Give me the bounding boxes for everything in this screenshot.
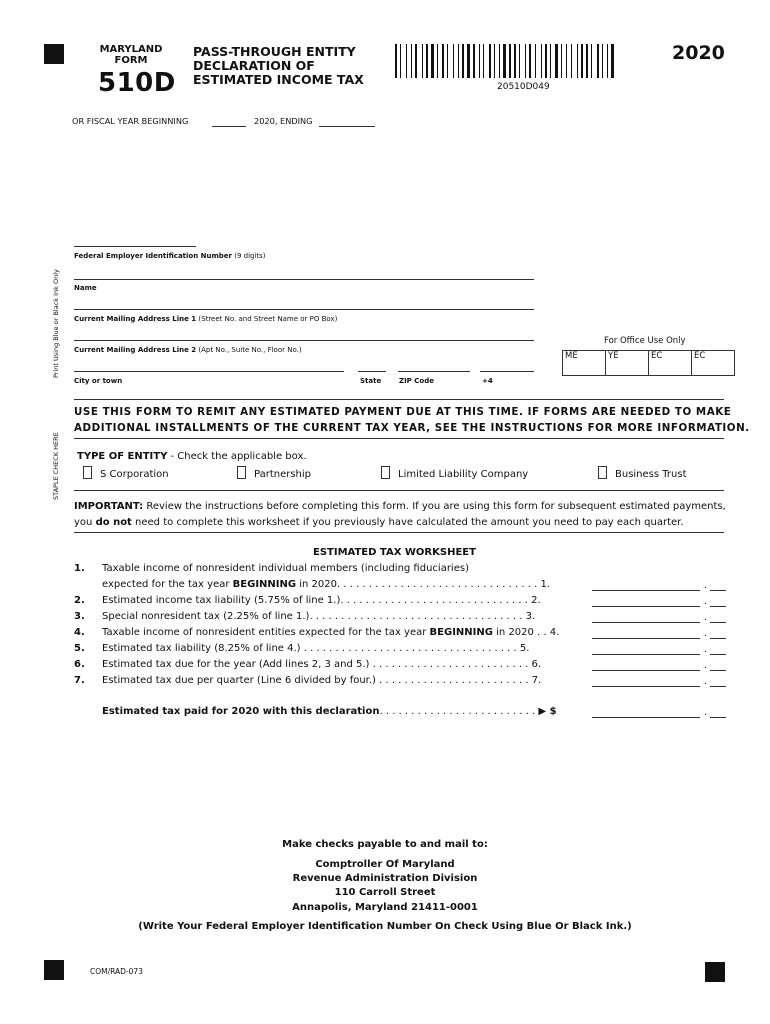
notice-bottom-rule bbox=[74, 438, 724, 439]
barcode-text: 20510D049 bbox=[497, 82, 550, 92]
form-number: 510D bbox=[98, 68, 176, 98]
office-use-title: For Office Use Only bbox=[604, 336, 686, 346]
form-word: FORM bbox=[114, 55, 148, 66]
barcode-bar bbox=[561, 44, 562, 78]
s-corp-checkbox[interactable] bbox=[83, 466, 92, 479]
barcode-bar bbox=[521, 44, 524, 78]
barcode-bar bbox=[492, 44, 493, 78]
registration-mark-bottom-right bbox=[705, 962, 725, 982]
barcode-bar bbox=[411, 44, 412, 78]
barcode-bar bbox=[586, 44, 588, 78]
address-line2-label: Current Mailing Address Line 2 (Apt No., Suite No., Floor No.) bbox=[74, 346, 302, 354]
line5-amount-input[interactable] bbox=[592, 654, 700, 655]
barcode-bar bbox=[589, 44, 590, 78]
barcode-bar bbox=[571, 44, 572, 78]
worksheet-title: ESTIMATED TAX WORKSHEET bbox=[313, 547, 476, 558]
barcode-bar bbox=[563, 44, 565, 78]
line6-amount-input[interactable] bbox=[592, 670, 700, 671]
barcode-bar bbox=[543, 44, 544, 78]
important-note: IMPORTANT: Review the instructions before completing this form. If you are using this form for subsequent estimated payments, you do not need to complete this worksheet if you previously have calculated the amount you need to pay each quarter. bbox=[74, 501, 726, 528]
barcode-bar bbox=[424, 44, 425, 78]
name-label: Name bbox=[74, 284, 97, 292]
barcode-bar bbox=[418, 44, 421, 78]
total-arrow-icon: ▶ $ bbox=[538, 706, 557, 717]
barcode-bar bbox=[479, 44, 480, 78]
barcode-bar bbox=[584, 44, 585, 78]
barcode-bar bbox=[550, 44, 551, 78]
state-label-field: State bbox=[360, 377, 382, 385]
worksheet-line-2: 2. Estimated income tax liability (5.75% of line 1.). . . . . . . . . . . . . . . . . . . . . . . . . . . . . . 2. . bbox=[74, 595, 724, 611]
barcode-bar bbox=[455, 44, 457, 78]
barcode-bar bbox=[512, 44, 513, 78]
partnership-checkbox[interactable] bbox=[237, 466, 246, 479]
city-input[interactable] bbox=[74, 371, 344, 372]
form-code: COM/RAD-073 bbox=[90, 967, 143, 976]
worksheet-total: Estimated tax paid for 2020 with this declaration. . . . . . . . . . . . . . . . . . . . . . . . . ▶ $ . bbox=[74, 706, 724, 722]
line4-amount-input[interactable] bbox=[592, 638, 700, 639]
barcode-bar bbox=[541, 44, 542, 78]
barcode-bar bbox=[406, 44, 407, 78]
barcode-bar bbox=[611, 44, 614, 78]
barcode-bar bbox=[449, 44, 452, 78]
barcode-bar bbox=[573, 44, 576, 78]
barcode-bar bbox=[577, 44, 578, 78]
address-line1-input[interactable] bbox=[74, 309, 534, 310]
barcode-bar bbox=[535, 44, 536, 78]
barcode-bar bbox=[426, 44, 428, 78]
office-cell-ye: YE bbox=[606, 351, 649, 376]
line3-amount-input[interactable] bbox=[592, 622, 700, 623]
barcode-bar bbox=[413, 44, 414, 78]
barcode-bar bbox=[555, 44, 558, 78]
office-use-table bbox=[562, 350, 735, 376]
barcode-bar bbox=[422, 44, 423, 78]
barcode-bar bbox=[496, 44, 498, 78]
barcode-bar bbox=[545, 44, 547, 78]
entity-bottom-rule bbox=[74, 490, 724, 491]
office-cell-me: ME bbox=[563, 351, 606, 376]
barcode-bar bbox=[499, 44, 500, 78]
address-line1-label: Current Mailing Address Line 1 (Street No. and Street Name or PO Box) bbox=[74, 315, 338, 323]
barcode-bar bbox=[398, 44, 399, 78]
zip-plus4-input[interactable] bbox=[480, 371, 534, 372]
line7-cents-input[interactable] bbox=[710, 686, 726, 687]
notice-top-rule bbox=[74, 399, 724, 400]
barcode-bar bbox=[600, 44, 601, 78]
barcode-bar bbox=[445, 44, 446, 78]
barcode-bar bbox=[437, 44, 438, 78]
barcode-bar bbox=[465, 44, 466, 78]
barcode-bar bbox=[529, 44, 531, 78]
mailing-line-2: Revenue Administration Division bbox=[292, 873, 478, 884]
business-trust-checkbox[interactable] bbox=[598, 466, 607, 479]
office-cell-ec1: EC bbox=[649, 351, 692, 376]
entity-type-heading: TYPE OF ENTITY - Check the applicable box. bbox=[77, 451, 307, 462]
barcode-bar bbox=[442, 44, 444, 78]
mailing-line-4: Annapolis, Maryland 21411-0001 bbox=[292, 902, 478, 913]
barcode-bar bbox=[507, 44, 508, 78]
state-label: MARYLAND FORM bbox=[99, 44, 163, 66]
barcode-bar bbox=[494, 44, 495, 78]
address-line2-input[interactable] bbox=[74, 340, 534, 341]
zip-input[interactable] bbox=[398, 371, 470, 372]
tax-year: 2020 bbox=[672, 42, 725, 64]
line2-cents-input[interactable] bbox=[710, 606, 726, 607]
barcode bbox=[395, 44, 671, 78]
barcode-bar bbox=[509, 44, 511, 78]
barcode-bar bbox=[435, 44, 436, 78]
registration-mark-top-left bbox=[44, 44, 64, 64]
barcode-bar bbox=[400, 44, 401, 78]
barcode-bar bbox=[548, 44, 549, 78]
barcode-bar bbox=[537, 44, 540, 78]
worksheet-line-6: 6. Estimated tax due for the year (Add lines 2, 3 and 5.) . . . . . . . . . . . . . . . . . . . . . . . . . 6. . bbox=[74, 659, 724, 675]
notice-text: USE THIS FORM TO REMIT ANY ESTIMATED PAYMENT DUE AT THIS TIME. IF FORMS ARE NEEDED TO MAKE ADDITIONAL INSTALLMENTS OF THE CURRENT TAX YEAR, SEE THE INSTRUCTIONS FOR MORE INFORMATION. bbox=[74, 406, 750, 434]
barcode-bar bbox=[431, 44, 434, 78]
worksheet-line-4: 4. Taxable income of nonresident entities expected for the tax year BEGINNING in 2020 . . 4. . bbox=[74, 627, 724, 643]
form-title: PASS-THROUGH ENTITY DECLARATION OF ESTIMATED INCOME TAX bbox=[193, 44, 364, 87]
barcode-bar bbox=[458, 44, 459, 78]
barcode-bar bbox=[471, 44, 472, 78]
line7-amount-input[interactable] bbox=[592, 686, 700, 687]
barcode-bar bbox=[439, 44, 441, 78]
barcode-bar bbox=[514, 44, 516, 78]
barcode-bar bbox=[402, 44, 405, 78]
entity-option-s-corp[interactable]: S Corporation bbox=[83, 466, 169, 480]
zip-plus4-label: +4 bbox=[482, 377, 493, 385]
barcode-bar bbox=[473, 44, 475, 78]
barcode-bar bbox=[552, 44, 554, 78]
barcode-bar bbox=[460, 44, 461, 78]
entity-option-partnership[interactable]: Partnership bbox=[237, 466, 311, 480]
fein-input[interactable] bbox=[74, 246, 196, 247]
barcode-bar bbox=[489, 44, 491, 78]
barcode-bar bbox=[501, 44, 502, 78]
line6-cents-input[interactable] bbox=[710, 670, 726, 671]
mailing-note: (Write Your Federal Employer Identification Number On Check Using Blue Or Black Ink.) bbox=[138, 921, 632, 932]
entity-option-business-trust[interactable]: Business Trust bbox=[598, 466, 687, 480]
barcode-bar bbox=[593, 44, 596, 78]
fiscal-beginning-input[interactable] bbox=[212, 126, 246, 127]
line2-amount-input[interactable] bbox=[592, 606, 700, 607]
print-ink-note: Print Using Blue or Black Ink Only bbox=[52, 269, 60, 378]
zip-label: ZIP Code bbox=[399, 377, 434, 385]
barcode-bar bbox=[581, 44, 583, 78]
worksheet-line-3: 3. Special nonresident tax (2.25% of line 1.). . . . . . . . . . . . . . . . . . . . . . . . . . . . . . . . . . 3. . bbox=[74, 611, 724, 627]
office-cell-ec2: EC bbox=[692, 351, 735, 376]
important-bottom-rule bbox=[74, 532, 724, 533]
staple-check-note: STAPLE CHECK HERE bbox=[52, 432, 60, 500]
barcode-bar bbox=[591, 44, 592, 78]
worksheet-line-5: 5. Estimated tax liability (8.25% of line 4.) . . . . . . . . . . . . . . . . . . . . . . . . . . . . . . . . . . 5. . bbox=[74, 643, 724, 659]
line3-cents-input[interactable] bbox=[710, 622, 726, 623]
barcode-bar bbox=[519, 44, 520, 78]
barcode-bar bbox=[503, 44, 506, 78]
line1-cents-input[interactable] bbox=[710, 590, 726, 591]
barcode-bar bbox=[476, 44, 478, 78]
barcode-bar bbox=[607, 44, 608, 78]
mailing-line-3: 110 Carroll Street bbox=[334, 887, 436, 898]
barcode-bar bbox=[579, 44, 580, 78]
barcode-bar bbox=[462, 44, 464, 78]
line1-amount-input[interactable] bbox=[592, 590, 700, 591]
fiscal-ending-input[interactable] bbox=[319, 126, 375, 127]
barcode-bar bbox=[453, 44, 454, 78]
total-cents-input[interactable] bbox=[710, 717, 726, 718]
worksheet-line-1a: 1. Taxable income of nonresident individual members (including fiduciaries) bbox=[74, 563, 469, 574]
barcode-bar bbox=[429, 44, 430, 78]
barcode-bar bbox=[395, 44, 397, 78]
barcode-bar bbox=[467, 44, 470, 78]
total-amount-input[interactable] bbox=[592, 717, 700, 718]
worksheet-line-7: 7. Estimated tax due per quarter (Line 6 divided by four.) . . . . . . . . . . . . . . . . . . . . . . . . 7. . bbox=[74, 675, 724, 691]
city-label: City or town bbox=[74, 377, 123, 385]
fein-label: Federal Employer Identification Number (9 digits) bbox=[74, 252, 266, 260]
barcode-bar bbox=[485, 44, 488, 78]
barcode-bar bbox=[609, 44, 610, 78]
worksheet-line-1: expected for the tax year BEGINNING in 2020. . . . . . . . . . . . . . . . . . . . . . . . . . . . . . . . 1. . bbox=[74, 579, 724, 595]
barcode-bar bbox=[525, 44, 526, 78]
barcode-bar bbox=[408, 44, 410, 78]
barcode-bar bbox=[415, 44, 417, 78]
line4-cents-input[interactable] bbox=[710, 638, 726, 639]
barcode-bar bbox=[483, 44, 484, 78]
state-input[interactable] bbox=[358, 371, 386, 372]
barcode-bar bbox=[447, 44, 448, 78]
barcode-bar bbox=[559, 44, 560, 78]
barcode-bar bbox=[517, 44, 518, 78]
barcode-bar bbox=[597, 44, 599, 78]
barcode-bar bbox=[532, 44, 534, 78]
fiscal-year-beginning-label: OR FISCAL YEAR BEGINNING bbox=[72, 116, 189, 126]
barcode-bar bbox=[568, 44, 570, 78]
entity-option-llc[interactable]: Limited Liability Company bbox=[381, 466, 528, 480]
name-input[interactable] bbox=[74, 279, 534, 280]
barcode-bar bbox=[481, 44, 482, 78]
registration-mark-bottom-left bbox=[44, 960, 64, 980]
barcode-bar bbox=[566, 44, 567, 78]
barcode-bar bbox=[615, 44, 617, 78]
fiscal-year-ending-label: 2020, ENDING bbox=[254, 116, 313, 126]
line5-cents-input[interactable] bbox=[710, 654, 726, 655]
llc-checkbox[interactable] bbox=[381, 466, 390, 479]
barcode-bar bbox=[602, 44, 603, 78]
barcode-bar bbox=[604, 44, 606, 78]
barcode-bar bbox=[527, 44, 528, 78]
mailing-intro: Make checks payable to and mail to: bbox=[282, 839, 488, 850]
mailing-line-1: Comptroller Of Maryland bbox=[315, 859, 455, 870]
